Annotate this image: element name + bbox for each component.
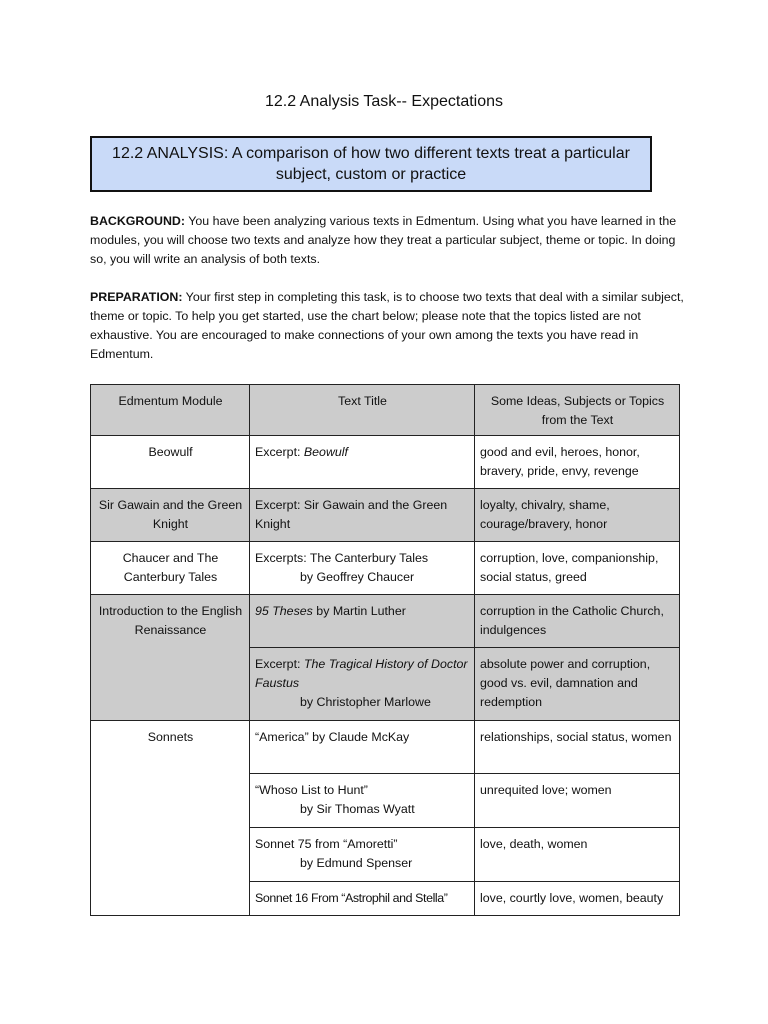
background-text: You have been analyzing various texts in Edmentum. Using what you have learned in the modules, you will choose two texts and analyze how they treat a particular subject, theme or topic. In doing so, you will write an analysis of both texts. [90, 214, 677, 266]
title-text: by Martin Luther [312, 604, 406, 618]
title-italic: Beowulf [303, 445, 348, 459]
table-row [91, 489, 680, 542]
author-text: by Sir Thomas Wyatt [300, 802, 415, 816]
background-label: BACKGROUND: [90, 214, 185, 228]
topics-cell: loyalty, chivalry, shame, courage/bravery, honor [475, 489, 680, 542]
assignment-banner: 12.2 ANALYSIS: A comparison of how two different texts treat a particular subject, custom or practice [90, 136, 652, 192]
author-text: by Geoffrey Chaucer [300, 570, 415, 584]
author-text: by Edmund Spenser [300, 856, 413, 870]
title-text: Excerpt: [255, 657, 304, 671]
title-text: Excerpt: [255, 445, 304, 459]
page-title: 12.2 Analysis Task-- Expectations [264, 93, 504, 110]
module-cell: Beowulf [91, 436, 250, 489]
title-text: Sonnet 75 from “Amoretti” [255, 837, 398, 851]
text-title-cell: Excerpt: Sir Gawain and the Green Knight [250, 489, 475, 542]
topics-cell: good and evil, heroes, honor, bravery, pride, envy, revenge [475, 436, 680, 489]
table-row [91, 595, 680, 648]
modules-table [90, 384, 680, 916]
preparation-label: PREPARATION: [90, 290, 183, 304]
table-row [91, 436, 680, 489]
title-text: Excerpts: The Canterbury Tales [255, 551, 429, 565]
header-text-title: Text Title [250, 385, 475, 436]
background-paragraph [90, 212, 690, 269]
title-italic: The Tragical History of Doctor Faustus [255, 657, 468, 690]
text-title-cell [250, 774, 475, 828]
topics-cell: corruption in the Catholic Church, indulgences [475, 595, 680, 648]
topics-cell: corruption, love, companionship, social status, greed [475, 542, 680, 595]
topics-cell: absolute power and corruption, good vs. evil, damnation and redemption [475, 648, 680, 721]
preparation-paragraph [90, 288, 690, 364]
text-title-cell [250, 542, 475, 595]
text-title-cell: “America” by Claude McKay [250, 721, 475, 774]
topics-cell: love, courtly love, women, beauty [475, 882, 680, 916]
module-cell: Introduction to the English Renaissance [91, 595, 250, 721]
preparation-text: Your first step in completing this task, is to choose two texts that deal with a similar subject, theme or topic. To help you get started, use the chart below; please note that the topics listed are not exhaustive. You are encouraged to make connections of your own among the texts you have read in Edmentum. [90, 290, 684, 361]
topics-cell: unrequited love; women [475, 774, 680, 828]
title-text: “Whoso List to Hunt” [255, 783, 368, 797]
table-header-row [91, 385, 680, 436]
module-cell: Sonnets [91, 721, 250, 916]
table-row [91, 542, 680, 595]
module-cell: Sir Gawain and the Green Knight [91, 489, 250, 542]
module-cell: Chaucer and The Canterbury Tales [91, 542, 250, 595]
header-module: Edmentum Module [91, 385, 250, 436]
topics-cell: relationships, social status, women [475, 721, 680, 774]
text-title-cell [250, 595, 475, 648]
author-text: by Christopher Marlowe [300, 695, 431, 709]
text-title-cell: Sonnet 16 From “Astrophil and Stella” [250, 882, 475, 916]
table-row [91, 721, 680, 774]
header-topics: Some Ideas, Subjects or Topics from the Text [475, 385, 680, 436]
topics-cell: love, death, women [475, 828, 680, 882]
text-title-cell [250, 828, 475, 882]
text-title-cell [250, 436, 475, 489]
title-italic: 95 Theses [255, 604, 313, 618]
text-title-cell [250, 648, 475, 721]
